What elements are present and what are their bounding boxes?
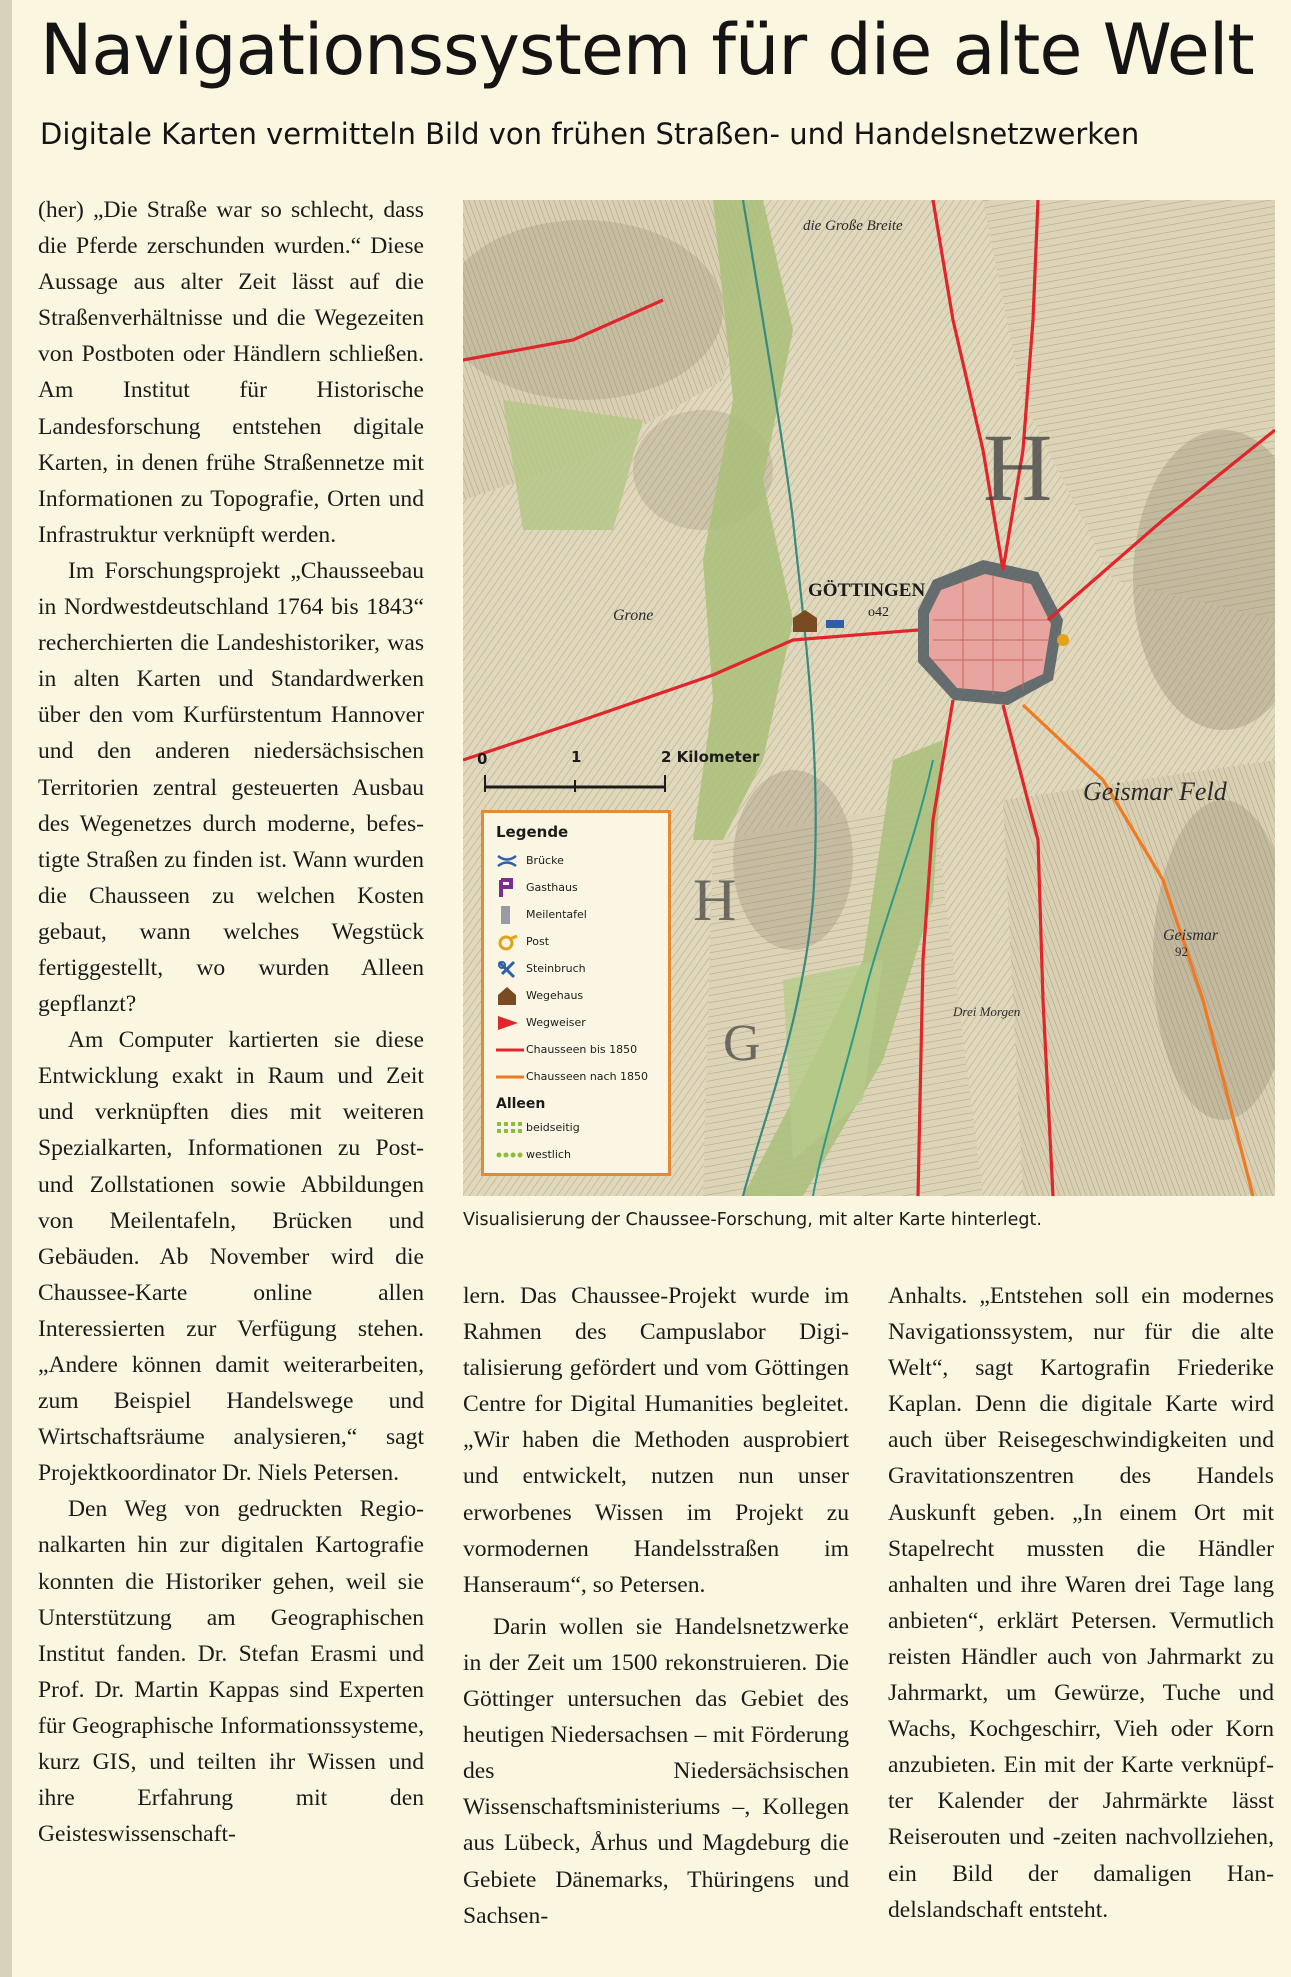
scale-one: 1 <box>571 748 582 766</box>
map-label-top: die Große Breite <box>803 218 903 234</box>
legend-item <box>496 1114 656 1141</box>
map-big-letter: H <box>983 414 1053 521</box>
milestone-icon <box>496 904 526 926</box>
legend-item <box>496 874 656 901</box>
legend-item <box>496 901 656 928</box>
legend-item <box>496 1141 656 1168</box>
legend-title: Legende <box>496 823 569 841</box>
figure-caption: Visualisierung der Chaussee-Forschung, mit alter Karte hinterlegt. <box>463 1210 1042 1230</box>
paragraph: (her) „Die Straße war so schlecht, dass die Pferde zerschunden wurden.“ Diese Aussage aus alter Zeit lässt auf die Straßenverhältnisse und die Wegezeiten von Postboten oder Händlern schließen. Am Institut für Historische Landesforschung entstehen digitale Karten, in denen frühe Straßennetze mit Informationen zu Topografie, Orten und Infrastruktur verknüpft werden. <box>38 197 424 548</box>
inn-icon <box>496 878 526 898</box>
legend-label: Post <box>526 935 550 948</box>
map-label-village: Geismar <box>1163 927 1219 944</box>
legend-label: Wegehaus <box>526 989 584 1002</box>
scale-zero: 0 <box>477 750 488 768</box>
paragraph: Darin wollen sie Handelsnetzwerke in der Zeit um 1500 rekonstruieren. Die Göttinger untersuchen das Gebiet des heutigen Niedersachsen – mit Förderung des Niedersächsischen Wissenschaftsministeriums –, Kollegen aus Lübeck, Århus und Magdeburg die Gebiete Dänemarks, Thüringens und Sachsen- <box>463 1613 849 1929</box>
map-label-b: Drei Morgen <box>953 1004 1021 1019</box>
map-label-a: Grone <box>613 607 654 624</box>
legend-item <box>496 982 656 1009</box>
legend-label: beidseitig <box>526 1121 580 1134</box>
alley-west-icon <box>496 1150 526 1160</box>
map-label-town-number: o42 <box>868 605 889 620</box>
paragraph: lern. Das Chaussee-Projekt wurde im Rahmen des Campuslabor Digitalisierung gefördert und vom Göttingen Centre for Digital Humanities begleitet. „Wir haben die Methoden ausprobiert und entwickelt, nutzen nun unser erworbenes Wissen im Projekt zu vormodernen Handelsstraßen im Hanseraum“, so Petersen. <box>463 1283 849 1598</box>
legend-label: Wegweiser <box>526 1016 586 1029</box>
paragraph: Am Computer kartierten sie diese Entwicklung exakt in Raum und Zeit und verknüpften dies mit weiteren Spezialkarten, Informationen zu Post- und Zollstationen sowie Abbildungen von Meilentafeln, Brücken und Gebäuden. Ab November wird die Chaussee-Karte online allen Interessierten zur Verfügung stehen. „Andere können damit weiterarbeiten, zum Beispiel Handelswege und Wirtschaftsräume analysieren,“ sagt Projektkoordinator Dr. Niels Petersen. <box>38 1027 424 1487</box>
alley-both-icon <box>496 1121 526 1135</box>
paragraph: Im Forschungsprojekt „Chausseebau in Nordwestdeutschland 1764 bis 1843“ recherchierten die Landeshistoriker, was in alten Karten und Standardwerken über den vom Kurfürstentum Hannover und den anderen niedersächsischen Territorien zentral gesteuerten Ausbau des Wegenetzes durch moderne, befestigte Straßen zu finden ist. Wann wurden die Chausseen zu welchen Kosten gebaut, wann welches Wegstück fertiggestellt, wo wurden Alleen gepflanzt? <box>38 557 424 1018</box>
road-line-red-icon <box>496 1045 526 1055</box>
legend-item <box>496 1009 656 1036</box>
legend-item <box>496 1036 656 1063</box>
legend-item <box>496 955 656 982</box>
legend-label: Brücke <box>526 854 564 867</box>
legend-label: Meilentafel <box>526 908 587 921</box>
roadhouse-icon <box>496 985 526 1007</box>
paragraph: Den Weg von gedruckten Regionalkarten hin zur digitalen Kartografie konnten die Historiker gehen, weil sie Unterstützung am Geographischen Institut fanden. Dr. Stefan Erasmi und Prof. Dr. Martin Kappas sind Experten für Geographische Informationssysteme, kurz GIS, und teilten ihr Wissen und ihre Erfahrung mit den Geisteswissenschaft- <box>38 1496 424 1848</box>
legend-alleys-title: Alleen <box>496 1096 546 1112</box>
legend-item <box>496 1063 656 1090</box>
map-big-letter: G <box>723 1015 761 1072</box>
legend-label: Steinbruch <box>526 962 586 975</box>
map-label-field: Geismar Feld <box>1083 777 1227 806</box>
map-label-village-number: 92 <box>1175 944 1188 959</box>
map-big-letter: H <box>693 867 737 933</box>
bridge-icon <box>496 853 526 869</box>
historic-map-figure <box>463 200 1275 1196</box>
signpost-icon <box>496 1014 526 1032</box>
page-edge <box>0 0 12 1977</box>
text-column-3 <box>888 1278 1274 1928</box>
road-line-orange-icon <box>496 1072 526 1082</box>
text-column-1 <box>38 192 424 1852</box>
legend-label: Gasthaus <box>526 881 578 894</box>
article-title: Navigationssystem für die alte Welt <box>40 9 1254 91</box>
article-subtitle: Digitale Karten vermitteln Bild von frühen Straßen- und Handelsnetzwerken <box>40 117 1140 151</box>
map-label-town: GÖTTINGEN <box>808 580 926 601</box>
posthorn-icon <box>496 933 526 951</box>
legend-label: westlich <box>526 1148 571 1161</box>
scale-two: 2 Kilometer <box>661 748 760 766</box>
legend-label: Chausseen bis 1850 <box>526 1043 638 1056</box>
text-column-2 <box>463 1278 849 1934</box>
legend-label: Chausseen nach 1850 <box>526 1070 649 1083</box>
quarry-icon <box>496 959 526 979</box>
legend-item <box>496 928 656 955</box>
paragraph: Anhalts. „Entstehen soll ein modernes Navigationssystem, nur für die alte Welt“, sagt Kartografin Friederike Kaplan. Denn die digitale Karte wird auch über Reisegeschwindigkeiten und Gravitationszentren des Handels Auskunft geben. „In einem Ort mit Stapelrecht mussten die Händler anhalten und ihre Waren drei Tage lang anbieten“, erklärt Petersen. Vermutlich reisten Händler auch von Jahrmarkt zu Jahrmarkt, um Gewürze, Tuche und Wachs, Kochgeschirr, Vieh oder Korn anzubieten. Ein mit der Karte verknüpfter Kalender der Jahrmärkte lässt Reiserouten und -zeiten nachvollziehen, ein Bild der damaligen Handelslandschaft entsteht. <box>888 1283 1274 1923</box>
legend-item <box>496 847 656 874</box>
map-legend <box>481 810 671 1176</box>
